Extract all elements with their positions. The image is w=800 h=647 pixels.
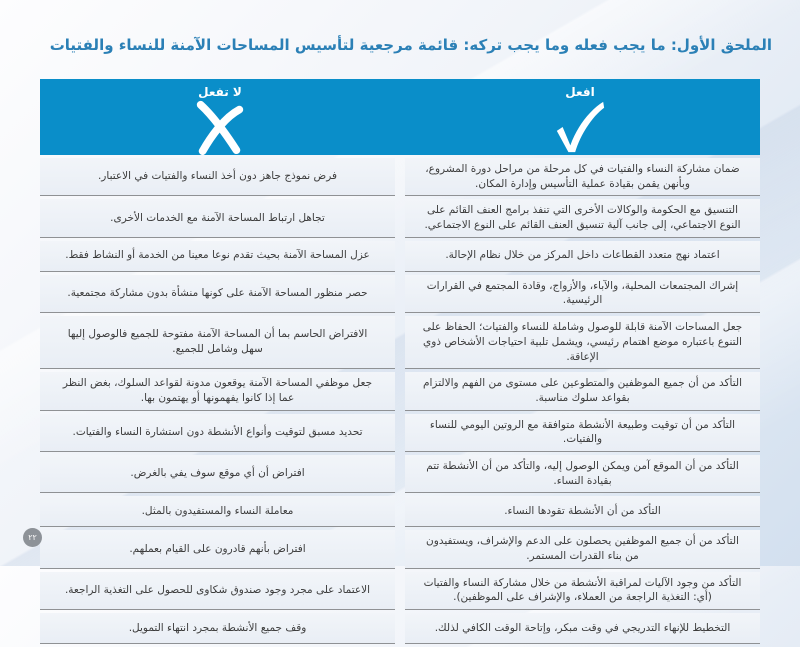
table-row [40, 275, 760, 313]
checkmark-icon [549, 99, 611, 155]
page-number: ٢٢ [28, 533, 37, 542]
dont-cell: حصر منظور المساحة الآمنة على كونها منشأة بدون مشاركة مجتمعية. [40, 275, 395, 313]
table-row [40, 316, 760, 369]
do-column-header [400, 79, 760, 155]
table-rows [40, 158, 760, 644]
dont-cell: تحديد مسبق لتوقيت وأنواع الأنشطة دون استشارة النساء والفتيات. [40, 414, 395, 452]
table-row [40, 530, 760, 568]
dont-cell: افتراض أن أي موقع سوف يفي بالغرض. [40, 455, 395, 493]
do-column-label: افعل [565, 85, 595, 99]
table-row [40, 455, 760, 493]
page-title: الملحق الأول: ما يجب فعله وما يجب تركه: قائمة مرجعية لتأسيس المساحات الآمنة للنساء والفتيات [49, 36, 772, 54]
do-cell: التأكد من أن الموقع آمن ويمكن الوصول إليه، والتأكد من أن الأنشطة تتم بقيادة النساء. [405, 455, 760, 493]
table-row [40, 199, 760, 237]
dont-column-header [40, 79, 400, 155]
page-number-badge [23, 528, 42, 547]
do-cell: التأكد من أن جميع الموظفين والمتطوعين على مستوى من الفهم والالتزام بقواعد سلوك مناسبة. [405, 372, 760, 410]
do-cell: التخطيط للإنهاء التدريجي في وقت مبكر، وإتاحة الوقت الكافي لذلك. [405, 613, 760, 644]
table-row [40, 613, 760, 644]
table-row [40, 241, 760, 272]
dont-cell: الاعتماد على مجرد وجود صندوق شكاوى للحصول على التغذية الراجعة. [40, 572, 395, 610]
dont-column-label: لا تفعل [198, 85, 242, 99]
do-cell: جعل المساحات الآمنة قابلة للوصول وشاملة للنساء والفتيات؛ الحفاظ على التنوع باعتباره موضع اهتمام رئيسي، ويشمل تلبية احتياجات الأشخاص ذوي الإعاقة. [405, 316, 760, 369]
dont-cell: عزل المساحة الآمنة بحيث تقدم نوعا معينا من الخدمة أو النشاط فقط. [40, 241, 395, 272]
dont-cell: جعل موظفي المساحة الآمنة يوقعون مدونة لقواعد السلوك، بغض النظر عما إذا كانوا يفهمونها أو يهتمون بها. [40, 372, 395, 410]
do-cell: إشراك المجتمعات المحلية، والآباء، والأزواج، وقادة المجتمع في القرارات الرئيسية. [405, 275, 760, 313]
dont-cell: وقف جميع الأنشطة بمجرد انتهاء التمويل. [40, 613, 395, 644]
dont-cell: فرض نموذج جاهز دون أخذ النساء والفتيات في الاعتبار. [40, 158, 395, 196]
dont-cell: تجاهل ارتباط المساحة الآمنة مع الخدمات الأخرى. [40, 199, 395, 237]
do-cell: اعتماد نهج متعدد القطاعات داخل المركز من خلال نظام الإحالة. [405, 241, 760, 272]
do-cell: ضمان مشاركة النساء والفتيات في كل مرحلة من مراحل دورة المشروع، وبأنهن يقمن بقيادة عملية التأسيس وإدارة المكان. [405, 158, 760, 196]
do-cell: التنسيق مع الحكومة والوكالات الأخرى التي تنفذ برامج العنف القائم على النوع الاجتماعي، إلى جانب آلية تنسيق العنف القائم على النوع الاجتماعي. [405, 199, 760, 237]
table-row [40, 158, 760, 196]
dont-cell: الافتراض الحاسم بما أن المساحة الآمنة مفتوحة للجميع فالوصول إليها سهل وشامل للجميع. [40, 316, 395, 369]
dont-cell: افتراض بأنهم قادرون على القيام بعملهم. [40, 530, 395, 568]
do-cell: التأكد من أن جميع الموظفين يحصلون على الدعم والإشراف، ويستفيدون من بناء القدرات المستمر. [405, 530, 760, 568]
table-row [40, 414, 760, 452]
do-cell: التأكد من أن الأنشطة تقودها النساء. [405, 496, 760, 527]
dont-cell: معاملة النساء والمستفيدون بالمثل. [40, 496, 395, 527]
do-cell: التأكد من وجود الآليات لمراقبة الأنشطة من خلال مشاركة النساء والفتيات (أي: التغذية الراجعة من العملاء، والإشراف على الموظفين). [405, 572, 760, 610]
table-row [40, 372, 760, 410]
table-row [40, 572, 760, 610]
table-row [40, 496, 760, 527]
x-mark-icon [189, 99, 251, 155]
table-header-band [40, 79, 760, 155]
dos-donts-table [40, 79, 760, 647]
do-cell: التأكد من أن توقيت وطبيعة الأنشطة متوافقة مع الروتين اليومي للنساء والفتيات. [405, 414, 760, 452]
